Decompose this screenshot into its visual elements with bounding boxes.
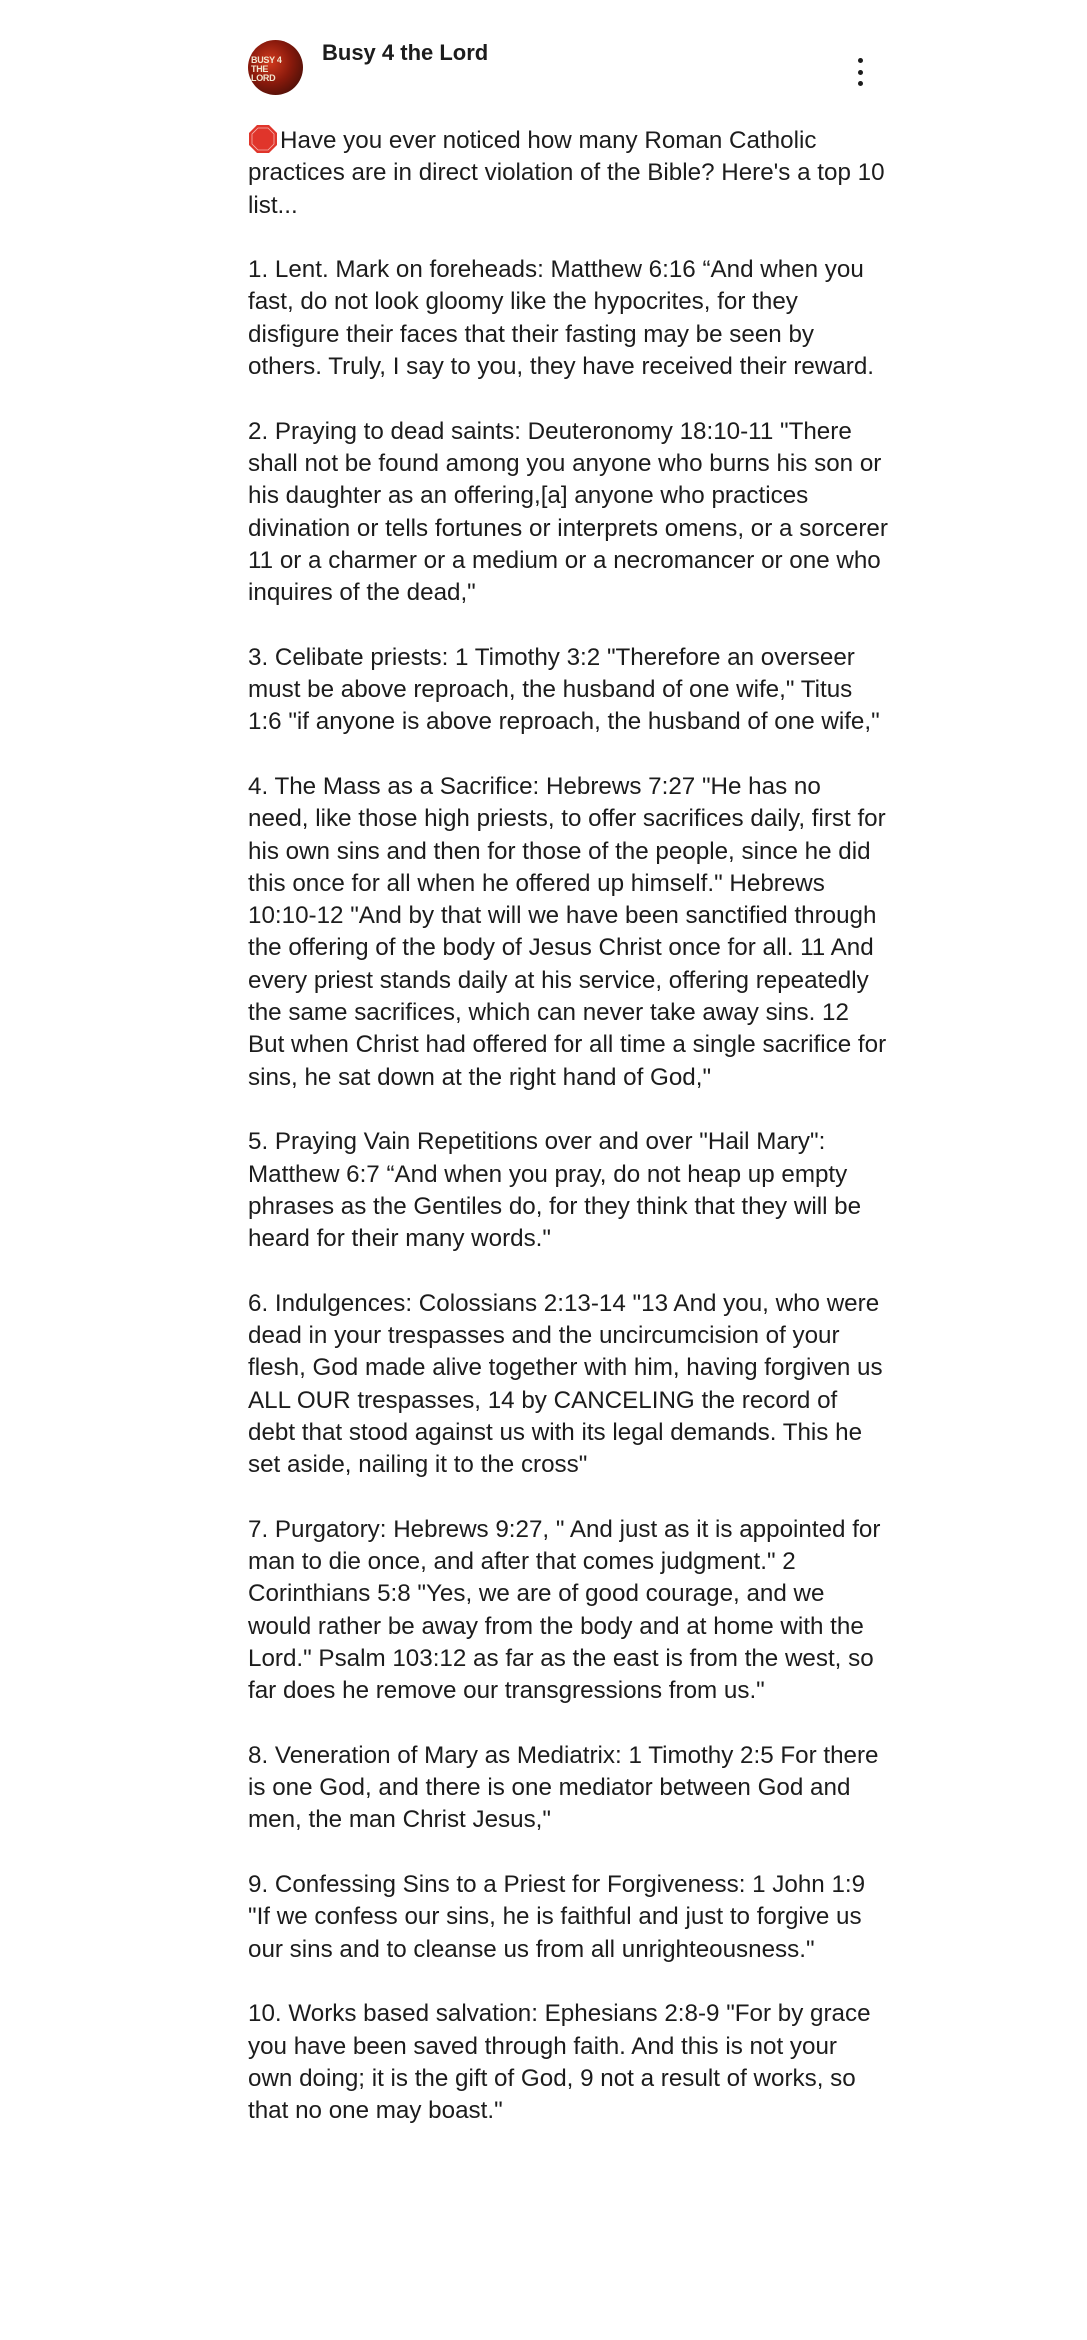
list-item: 7. Purgatory: Hebrews 9:27, " And just as it is appointed for man to die once, and after that comes judgment." 2 Corinthians 5:8 "Yes, we are of good courage, and we would rather be away from the body and at home with the Lord." Psalm 103:12 as far as the east is from the west, so far does he remove our transgressions from us." <box>248 1515 888 1705</box>
list-item: 8. Veneration of Mary as Mediatrix: 1 Timothy 2:5 For there is one God, and there is one mediator between God and men, the man Christ Jesus," <box>248 1741 886 1834</box>
avatar[interactable] <box>248 40 303 95</box>
post-intro-text: Have you ever noticed how many Roman Catholic practices are in direct violation of the Bible? Here's a top 10 list... <box>248 127 892 219</box>
post-intro <box>248 124 892 222</box>
list-item: 6. Indulgences: Colossians 2:13-14 "13 And you, who were dead in your trespasses and the uncircumcision of your flesh, God made alive together with him, having forgiven us ALL OUR trespasses, 14 by CANCELING the record of debt that stood against us with its legal demands. This he set aside, nailing it to the cross" <box>248 1289 888 1479</box>
more-vertical-icon-dot <box>858 70 863 75</box>
list-item: 9. Confessing Sins to a Priest for Forgiveness: 1 John 1:9 "If we confess our sins, he is faithful and just to forgive us our sins and to cleanse us from all unrighteousness." <box>248 1871 872 1963</box>
list-item: 10. Works based salvation: Ephesians 2:8-9 "For by grace you have been saved through faith. And this is not your own doing; it is the gift of God, 9 not a result of works, so that no one may boast." <box>248 2000 878 2125</box>
post-header <box>248 40 888 100</box>
list-item: 3. Celibate priests: 1 Timothy 3:2 "Therefore an overseer must be above reproach, the husband of one wife," Titus 1:6 "if anyone is above reproach, the husband of one wife," <box>248 643 880 736</box>
list-item: 2. Praying to dead saints: Deuteronomy 18:10-11 "There shall not be found among you anyone who burns his son or his daughter as an offering,[a] anyone who practices divination or tells fortunes or interprets omens, or a sorcerer 11 or a charmer or a medium or a necromancer or one who inquires of the dead," <box>248 417 895 607</box>
avatar-logo-text: BUSY 4 THE LORD <box>251 55 282 83</box>
more-options-button[interactable] <box>848 54 872 90</box>
list-item: 1. Lent. Mark on foreheads: Matthew 6:16 “And when you fast, do not look gloomy like the hypocrites, for they disfigure their faces that their fasting may be seen by others. Truly, I say to you, they have received their reward. <box>248 256 875 381</box>
more-vertical-icon <box>858 58 863 63</box>
stop-sign-icon <box>248 124 278 154</box>
author-name[interactable]: Busy 4 the Lord <box>322 40 489 65</box>
more-vertical-icon-dot <box>858 81 863 86</box>
post-body <box>248 124 895 2160</box>
list-item: 4. The Mass as a Sacrifice: Hebrews 7:27 "He has no need, like those high priests, to offer sacrifices daily, first for his own sins and then for those of the people, since he did this once for all when he offered up himself." Hebrews 10:10-12 "And by that will we have been sanctified through the offering of the body of Jesus Christ once for all. 11 And every priest stands daily at his service, offering repeatedly the same sacrifices, which can never take away sins. 12 But when Christ had offered for all time a single sacrifice for sins, he sat down at the right hand of God," <box>248 772 893 1091</box>
list-item: 5. Praying Vain Repetitions over and over "Hail Mary": Matthew 6:7 “And when you pray, do not heap up empty phrases as the Gentiles do, for they think that they will be heard for their many words." <box>248 1128 868 1253</box>
